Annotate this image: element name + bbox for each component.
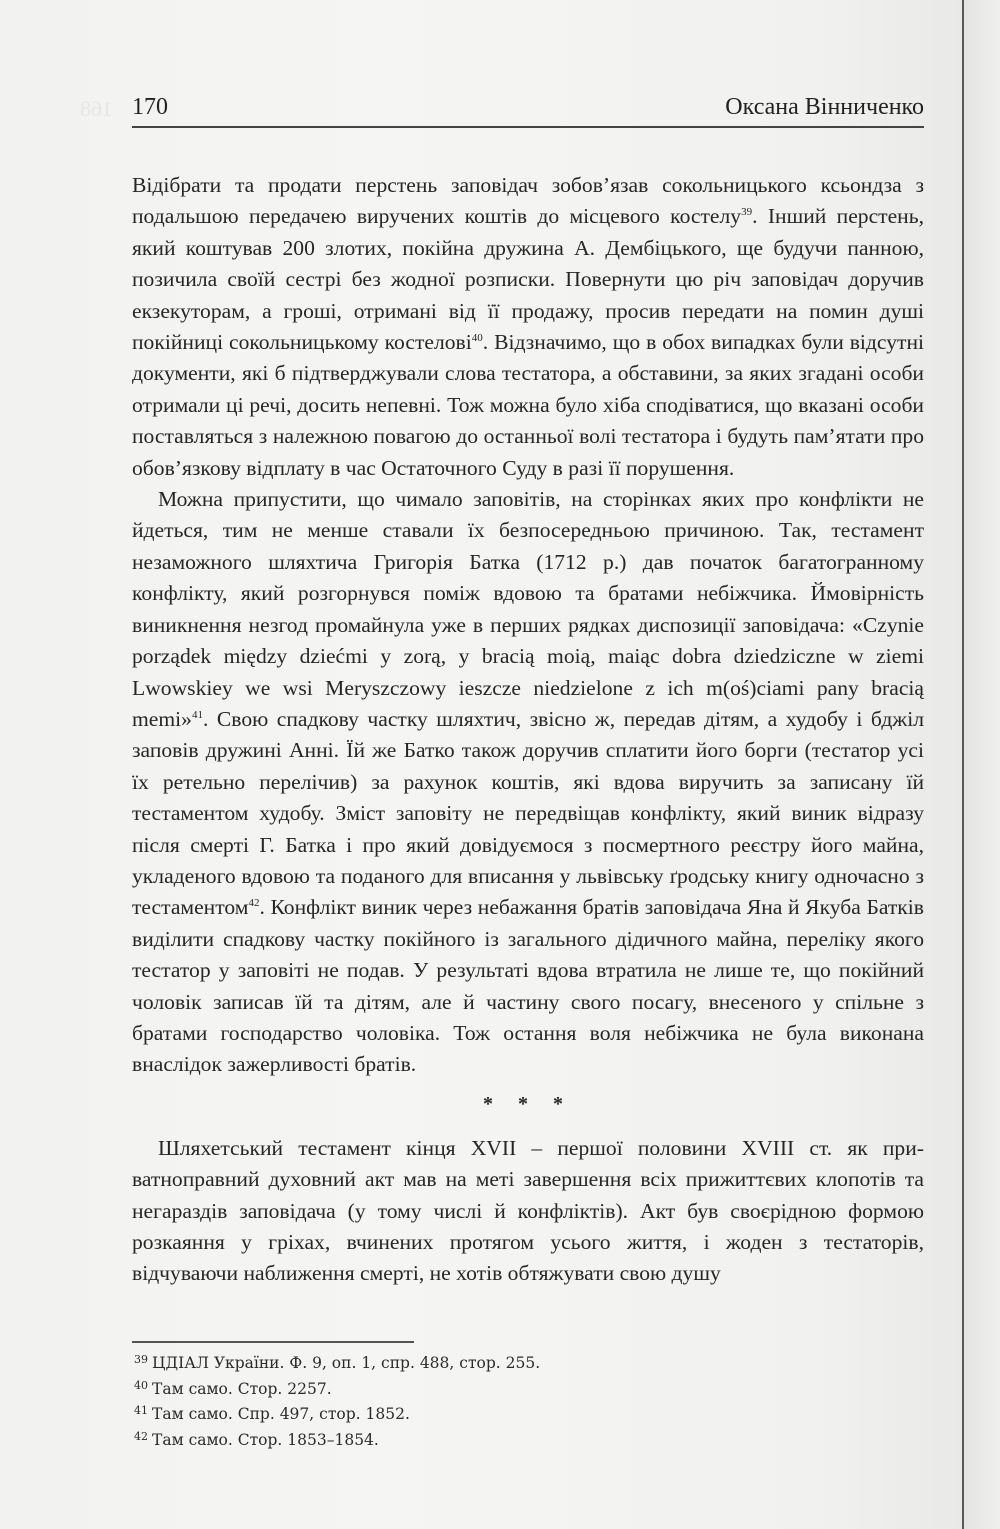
footnotes: [134, 1349, 634, 1451]
paragraph-text: . Інший перстень, який коштував 200 злотих, покійна дружина А. Дембіцького, ще будучи панною, позичила своїй сестрі без жодної розписки. Повернути цю річ заповідач доручив екзекуторам, а гроші, отримані від її продажу, просив передати на помин душі покійниці сокольницькому костелові: [132, 204, 924, 355]
footnote-text: Там само. Стор. 1853–1854.: [152, 1430, 379, 1449]
footnote-number: 40: [134, 1378, 148, 1392]
footnote: [134, 1400, 634, 1426]
paragraph-text: Відібрати та продати перстень заповідач зобов’язав сокольницького ксьондза з подальшою передачею виручених коштів до місцевого костелу: [132, 173, 924, 229]
paragraph-text: Можна припустити, що чимало заповітів, на сторінках яких про конфлікти не йдеться, тим не менше ставали їх безпосередньою причиною. Так, тестамент незаможного шляхтича Григорія Батка (1712 р.) дав початок багатогранному конфлікту, який розгорнувся поміж вдовою та братами небіжчика. Ймовірність виникнення незгод промайнула уже в перших рядках диспозиції заповідача: «Czynie porządek między dziećmi y zorą, y bracią moią, maiąc dobra dziedziczne w ziemi Lwowskiey we wsi Meryszczowy ieszcze niedzielone z ich m(oś)ciami pany bracią memi»: [132, 487, 924, 731]
footnote-rule: [132, 1341, 414, 1343]
paragraph: [132, 1133, 924, 1290]
bleed-through-text: 168: [80, 96, 113, 121]
footnote: [134, 1375, 634, 1401]
footnote-text: Там само. Стор. 2257.: [152, 1379, 332, 1398]
adjacent-page-edge: [964, 0, 1000, 1529]
footnote-reference: 41: [191, 708, 203, 721]
body-text: [132, 170, 924, 1290]
footnote: [134, 1349, 634, 1375]
footnote-text: Там само. Спр. 497, стор. 1852.: [152, 1405, 410, 1423]
paragraph: [132, 170, 924, 484]
page-header: [132, 92, 924, 128]
paragraph-text: Шляхетський тестамент кінця XVII – першої половини XVIII ст. як приватноправний духовний акт мав на меті завершення всіх прижиттєвих клопотів та негараздів заповідача (у тому числі й конфліктів). Акт був своєрідною формою розкаяння у гріхах, вчинених протягом усього життя, і жоден з тестаторів, відчуваючи наближення смерті, не хотів обтяжувати свою душу: [132, 1135, 924, 1286]
footnote-number: 41: [134, 1404, 148, 1417]
footnote-text: ЦДІАЛ України. Ф. 9, оп. 1, спр. 488, стор. 255.: [152, 1354, 541, 1372]
paragraph: [132, 484, 924, 1081]
footnote-number: 39: [134, 1353, 148, 1366]
footnote-number: 42: [134, 1429, 148, 1443]
footnote-reference: 39: [741, 206, 753, 219]
paragraph-text: . Відзначимо, що в обох випадках були відсутні документи, які б підтверджували слова тестатора, а обставини, за яких згадані особи отримали ці речі, досить непевні. Тож можна було хіба сподіватися, що вказані особи поставляться з належною повагою до останньої волі тестатора і будуть пам’ятати про обов’язкову відплату в час Остаточного Суду в разі її порушення.: [132, 330, 924, 480]
running-head-author: Оксана Вінниченко: [725, 94, 924, 120]
section-break: * * *: [483, 1092, 573, 1115]
page-number: 170: [132, 94, 168, 120]
header-rule: [132, 126, 924, 128]
footnote-reference: 40: [471, 332, 483, 345]
footnote: [134, 1426, 634, 1452]
paragraph-text: . Свою спадкову частку шляхтич, звісно ж, передав дітям, а худобу і бджіл заповів дружині Анні. Їй же Батко також доручив сплатити його борги (тестатор усі їх ретельно перелічив) за рахунок коштів, які вдова виручить за записану їй тестаментом худобу. Зміст заповіту не передвіщав конфлікту, який виник відразу після смерті Г. Батка і про який довідуємося з посмертного реєстру його майна, укладеного вдовою та поданого для вписання у львівську ґродську книгу одночасно з тестаментом: [132, 706, 924, 920]
paragraph-text: . Конфлікт виник через небажання братів заповідача Яна й Якуба Батків виділити спадкову частку покійного із загального дідичного майна, переліку якого тестатор у заповіті не подав. У результаті вдова втратила не лише те, що покійний чоловік записав їй та дітям, але й частину свого посагу, внесеного у спільне з братами господарство чоловіка. Тож остання воля небіжчика не була виконана внаслідок зажерливості братів.: [132, 895, 924, 1077]
footnote-reference: 42: [248, 897, 260, 910]
